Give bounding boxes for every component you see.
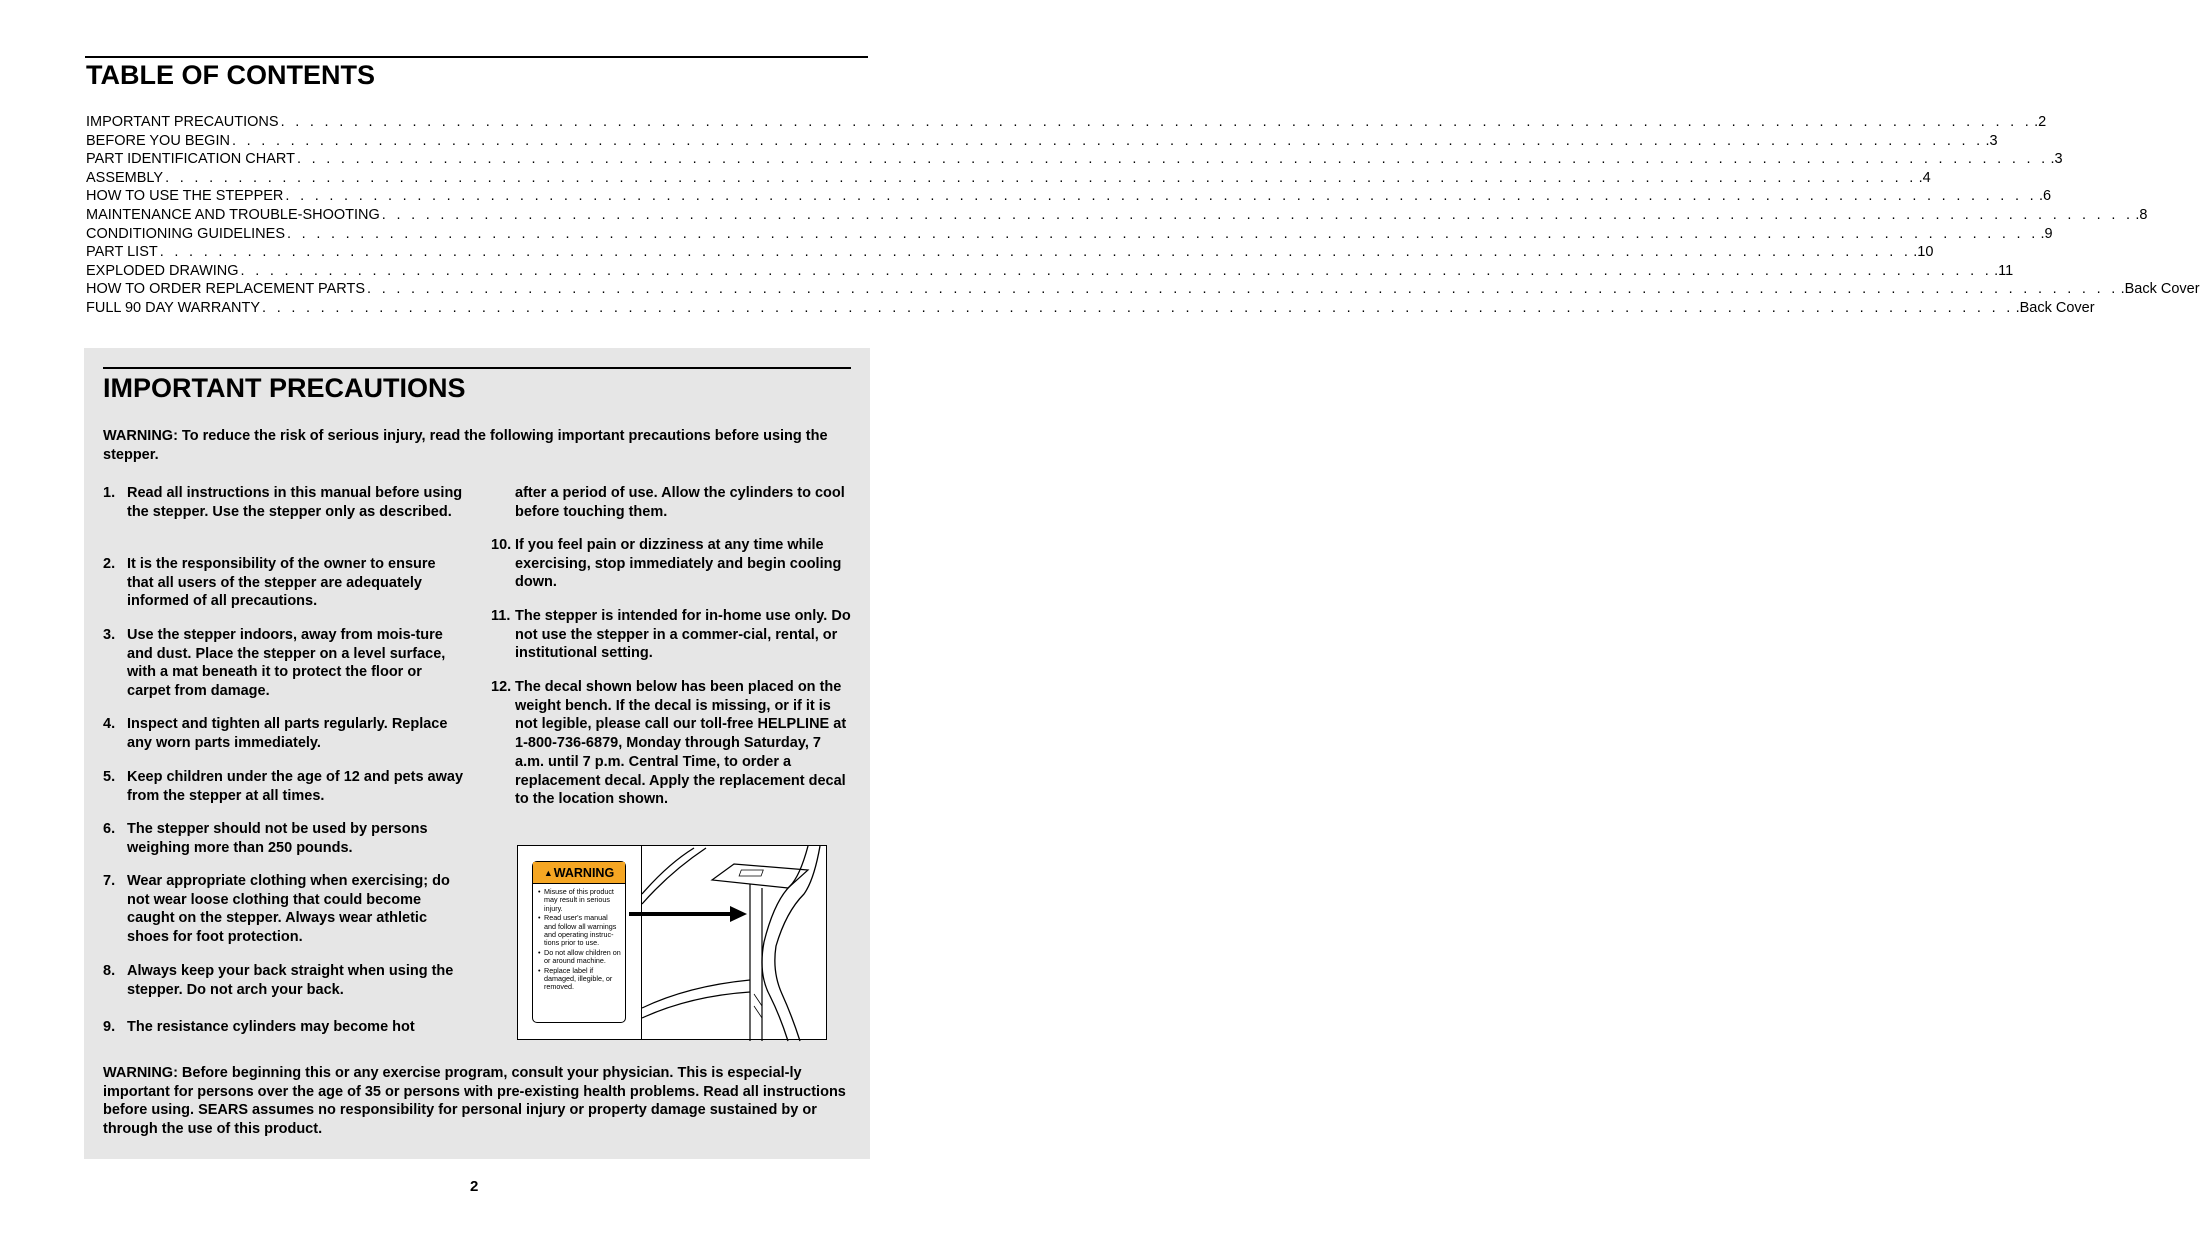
toc-leader-dots: . . . . . . . . . . . . . . . . . . . . . . . . . . . . . . . . . . . . . . . . . . . . . . . . . . . . . . . . . . . . . . . . . . . . . . . . . . . . . . . . . . . . . . . . . . . . . . . . . . . . . . . . . . . . . . . . . . . . . . . . bbox=[285, 188, 2037, 205]
toc-entry-label: BEFORE YOU BEGIN bbox=[86, 132, 230, 149]
toc-leader-dots: . . . . . . . . . . . . . . . . . . . . . . . . . . . . . . . . . . . . . . . . . . . . . . . . . . . . . . . . . . . . . . . . . . . . . . . . . . . . . . . . . . . . . . . . . . . . . . . . . . . . . . . . . . . . . . . . . . . . . . . . bbox=[287, 225, 2039, 242]
decal-line: • Read user's manual and follow all warnings and operating instruc-tions prior to use. bbox=[538, 914, 621, 948]
toc-entry-label: MAINTENANCE AND TROUBLE-SHOOTING bbox=[86, 206, 380, 223]
precaution-text: Use the stepper indoors, away from mois-ture and dust. Place the stepper on a level surface, with a mat beneath it to protect the floor or carpet from damage. bbox=[127, 627, 446, 700]
precaution-item bbox=[491, 607, 853, 663]
toc-entry-page: .Back Cover bbox=[2015, 299, 2095, 316]
frame-bracket bbox=[754, 994, 762, 1018]
toc-leader-dots: . . . . . . . . . . . . . . . . . . . . . . . . . . . . . . . . . . . . . . . . . . . . . . . . . . . . . . . . . . . . . . . . . . . . . . . . . . . . . . . . . . . . . . . . . . . . . . . . . . . . . . . . . . . . . . . . . . . . . . . . bbox=[231, 132, 1984, 149]
precaution-number: 9. bbox=[103, 1019, 116, 1035]
precaution-number: 6. bbox=[103, 821, 116, 837]
precaution-item bbox=[103, 715, 465, 752]
precaution-number: 5. bbox=[103, 769, 116, 785]
precaution-text: The decal shown below has been placed on the weight bench. If the decal is missing, or if it is not legible, please call our toll-free HELPLINE at 1-800-736-6879, Monday through Saturday, 7 a.m. until 7 p.m. Central Time, to order a replacement decal. Apply the replacement decal to the location shown. bbox=[515, 679, 847, 808]
top-warning-text: WARNING: To reduce the risk of serious injury, read the following important precautions before using the stepper. bbox=[103, 428, 828, 463]
toc-entry-page: .3 bbox=[2050, 151, 2063, 168]
precaution-text: Always keep your back straight when using the stepper. Do not arch your back. bbox=[127, 963, 454, 998]
precautions-top-rule bbox=[103, 367, 851, 369]
decal-line: • Misuse of this product may result in serious injury. bbox=[538, 888, 621, 913]
toc-entry[interactable] bbox=[86, 169, 1931, 188]
precaution-text: Read all instructions in this manual before using the stepper. Use the stepper only as described. bbox=[127, 485, 463, 520]
frame-tube-upper-inner bbox=[642, 848, 706, 904]
toc-entry-page: .6 bbox=[2038, 188, 2052, 205]
toc-entry-page: .2 bbox=[2034, 114, 2047, 130]
toc-entry-label: ASSEMBLY bbox=[86, 169, 164, 186]
precaution-item bbox=[103, 1018, 465, 1037]
toc-entry[interactable] bbox=[86, 113, 2047, 132]
toc-entry-label: PART IDENTIFICATION CHART bbox=[86, 151, 295, 168]
precaution-item-continued bbox=[491, 484, 853, 521]
toc-title: TABLE OF CONTENTS bbox=[86, 60, 375, 90]
precaution-text: The stepper should not be used by persons weighing more than 250 pounds. bbox=[127, 821, 428, 856]
toc-entry-page: .Back Cover bbox=[2120, 281, 2200, 298]
precaution-text: Wear appropriate clothing when exercising; do not wear loose clothing that could become caught on the stepper. Always wear athletic shoes for foot protection. bbox=[127, 873, 450, 946]
decal-line: • Replace label if damaged, illegible, or removed. bbox=[538, 967, 621, 992]
precaution-number: 12. bbox=[491, 679, 512, 695]
toc-leader-dots: . . . . . . . . . . . . . . . . . . . . . . . . . . . . . . . . . . . . . . . . . . . . . . . . . . . . . . . . . . . . . . . . . . . . . . . . . . . . . . . . . . . . . . . . . . . . . . . . . . . . . . . . . . . . . . . . . . . . . . . . bbox=[367, 281, 2119, 298]
toc-entry-label: FULL 90 DAY WARRANTY bbox=[86, 299, 261, 316]
decal-line: • Do not allow children on or around machine. bbox=[538, 949, 621, 966]
precaution-number: 4. bbox=[103, 716, 116, 732]
toc-entry[interactable] bbox=[86, 262, 2014, 281]
precaution-item bbox=[103, 872, 465, 947]
precaution-number: 7. bbox=[103, 873, 116, 889]
toc-entry-page: .3 bbox=[1985, 132, 1998, 149]
precaution-item bbox=[103, 555, 465, 611]
toc-entry-label: PART LIST bbox=[86, 244, 158, 261]
precaution-item bbox=[103, 768, 465, 805]
precaution-item bbox=[491, 678, 853, 809]
precaution-number: 10. bbox=[491, 537, 512, 553]
toc-entry-label: IMPORTANT PRECAUTIONS bbox=[86, 114, 279, 130]
stepper-drawing bbox=[518, 846, 828, 1041]
toc-entry-label: CONDITIONING GUIDELINES bbox=[86, 225, 285, 242]
precaution-number: 3. bbox=[103, 627, 116, 643]
precaution-item bbox=[103, 484, 465, 521]
precaution-text: The resistance cylinders may become hot bbox=[127, 1019, 415, 1035]
toc-entry-page: .4 bbox=[1918, 169, 1931, 186]
toc-entry-page: .8 bbox=[2135, 206, 2148, 223]
precaution-number: 1. bbox=[103, 485, 116, 501]
precaution-text: after a period of use. Allow the cylinders to cool before touching them. bbox=[515, 485, 845, 520]
frame-tube-upper bbox=[642, 848, 694, 894]
decal-heading: WARNING bbox=[553, 865, 615, 880]
lower-frame-tube-inner bbox=[642, 992, 750, 1018]
toc-leader-dots: . . . . . . . . . . . . . . . . . . . . . . . . . . . . . . . . . . . . . . . . . . . . . . . . . . . . . . . . . . . . . . . . . . . . . . . . . . . . . . . . . . . . . . . . . . . . . . . . . . . . . . . . . . . . . . . . . . . . . . . . bbox=[381, 206, 2134, 223]
precaution-number: 2. bbox=[103, 556, 116, 572]
precaution-item bbox=[103, 626, 465, 701]
toc-entry-label: HOW TO ORDER REPLACEMENT PARTS bbox=[86, 281, 366, 298]
toc-leader-dots: . . . . . . . . . . . . . . . . . . . . . . . . . . . . . . . . . . . . . . . . . . . . . . . . . . . . . . . . . . . . . . . . . . . . . . . . . . . . . . . . . . . . . . . . . . . . . . . . . . . . . . . . . . . . . . . . . . . . . . . . bbox=[240, 262, 1993, 279]
decal-location-figure bbox=[517, 845, 827, 1040]
page-number: 2 bbox=[470, 1178, 479, 1195]
toc-leader-dots: . . . . . . . . . . . . . . . . . . . . . . . . . . . . . . . . . . . . . . . . . . . . . . . . . . . . . . . . . . . . . . . . . . . . . . . . . . . . . . . . . . . . . . . . . . . . . . . . . . . . . . . . . . . . . . . . . . . . . . . . bbox=[262, 299, 2014, 316]
precaution-number: 11. bbox=[491, 608, 511, 624]
precaution-text: The stepper is intended for in-home use only. Do not use the stepper in a commer-cial, rental, or institutional setting. bbox=[515, 608, 851, 662]
toc-entry[interactable] bbox=[86, 187, 2052, 206]
toc-leader-dots: . . . . . . . . . . . . . . . . . . . . . . . . . . . . . . . . . . . . . . . . . . . . . . . . . . . . . . . . . . . . . . . . . . . . . . . . . . . . . . . . . . . . . . . . . . . . . . . . . . . . . . . . . . . . . . . . . . . . . . . . bbox=[280, 114, 2033, 130]
toc-entry[interactable] bbox=[86, 225, 2053, 244]
toc-leader-dots: . . . . . . . . . . . . . . . . . . . . . . . . . . . . . . . . . . . . . . . . . . . . . . . . . . . . . . . . . . . . . . . . . . . . . . . . . . . . . . . . . . . . . . . . . . . . . . . . . . . . . . . . . . . . . . . . . . . . . . . . bbox=[296, 151, 2049, 168]
toc-leader-dots: . . . . . . . . . . . . . . . . . . . . . . . . . . . . . . . . . . . . . . . . . . . . . . . . . . . . . . . . . . . . . . . . . . . . . . . . . . . . . . . . . . . . . . . . . . . . . . . . . . . . . . . . . . . . . . . . . . . . . . . . bbox=[165, 169, 1917, 186]
pointer-arrow-head bbox=[730, 906, 747, 922]
toc-entry-label: EXPLODED DRAWING bbox=[86, 262, 239, 279]
toc-entry[interactable] bbox=[86, 280, 2200, 299]
toc-entry-page: .10 bbox=[1913, 244, 1934, 261]
precaution-item bbox=[491, 536, 853, 592]
toc-entry[interactable] bbox=[86, 132, 1998, 151]
precaution-text: Inspect and tighten all parts regularly. Replace any worn parts immediately. bbox=[127, 716, 448, 751]
precaution-item bbox=[103, 820, 465, 857]
toc-entry-page: .9 bbox=[2040, 225, 2053, 242]
precaution-text: It is the responsibility of the owner to ensure that all users of the stepper are adequately informed of all precautions. bbox=[127, 556, 436, 610]
precaution-item bbox=[103, 962, 465, 999]
toc-entry[interactable] bbox=[86, 299, 2095, 318]
toc-list bbox=[86, 113, 2200, 318]
toc-entry[interactable] bbox=[86, 243, 1934, 262]
toc-entry[interactable] bbox=[86, 150, 2063, 169]
precautions-title: IMPORTANT PRECAUTIONS bbox=[103, 373, 466, 403]
toc-entry-label: HOW TO USE THE STEPPER bbox=[86, 188, 284, 205]
toc-leader-dots: . . . . . . . . . . . . . . . . . . . . . . . . . . . . . . . . . . . . . . . . . . . . . . . . . . . . . . . . . . . . . . . . . . . . . . . . . . . . . . . . . . . . . . . . . . . . . . . . . . . . . . . . . . . . . . . . . . . . . . . . bbox=[159, 244, 1912, 261]
bottom-warning-text: WARNING: Before beginning this or any exercise program, consult your physician. This is especial-ly important for persons over the age of 35 or persons with pre-existing health problems. Read all instructions before using. SEARS assumes no responsibility for personal injury or property damage sustained by or through the use of this product. bbox=[103, 1065, 846, 1138]
warning-triangle-icon: ▲ bbox=[543, 867, 553, 878]
precaution-text: If you feel pain or dizziness at any time while exercising, stop immediately and begin cooling down. bbox=[515, 537, 842, 591]
precaution-text: Keep children under the age of 12 and pets away from the stepper at all times. bbox=[127, 769, 464, 804]
toc-entry[interactable] bbox=[86, 206, 2148, 225]
toc-entry-page: .11 bbox=[1994, 262, 2014, 279]
precaution-number: 8. bbox=[103, 963, 116, 979]
